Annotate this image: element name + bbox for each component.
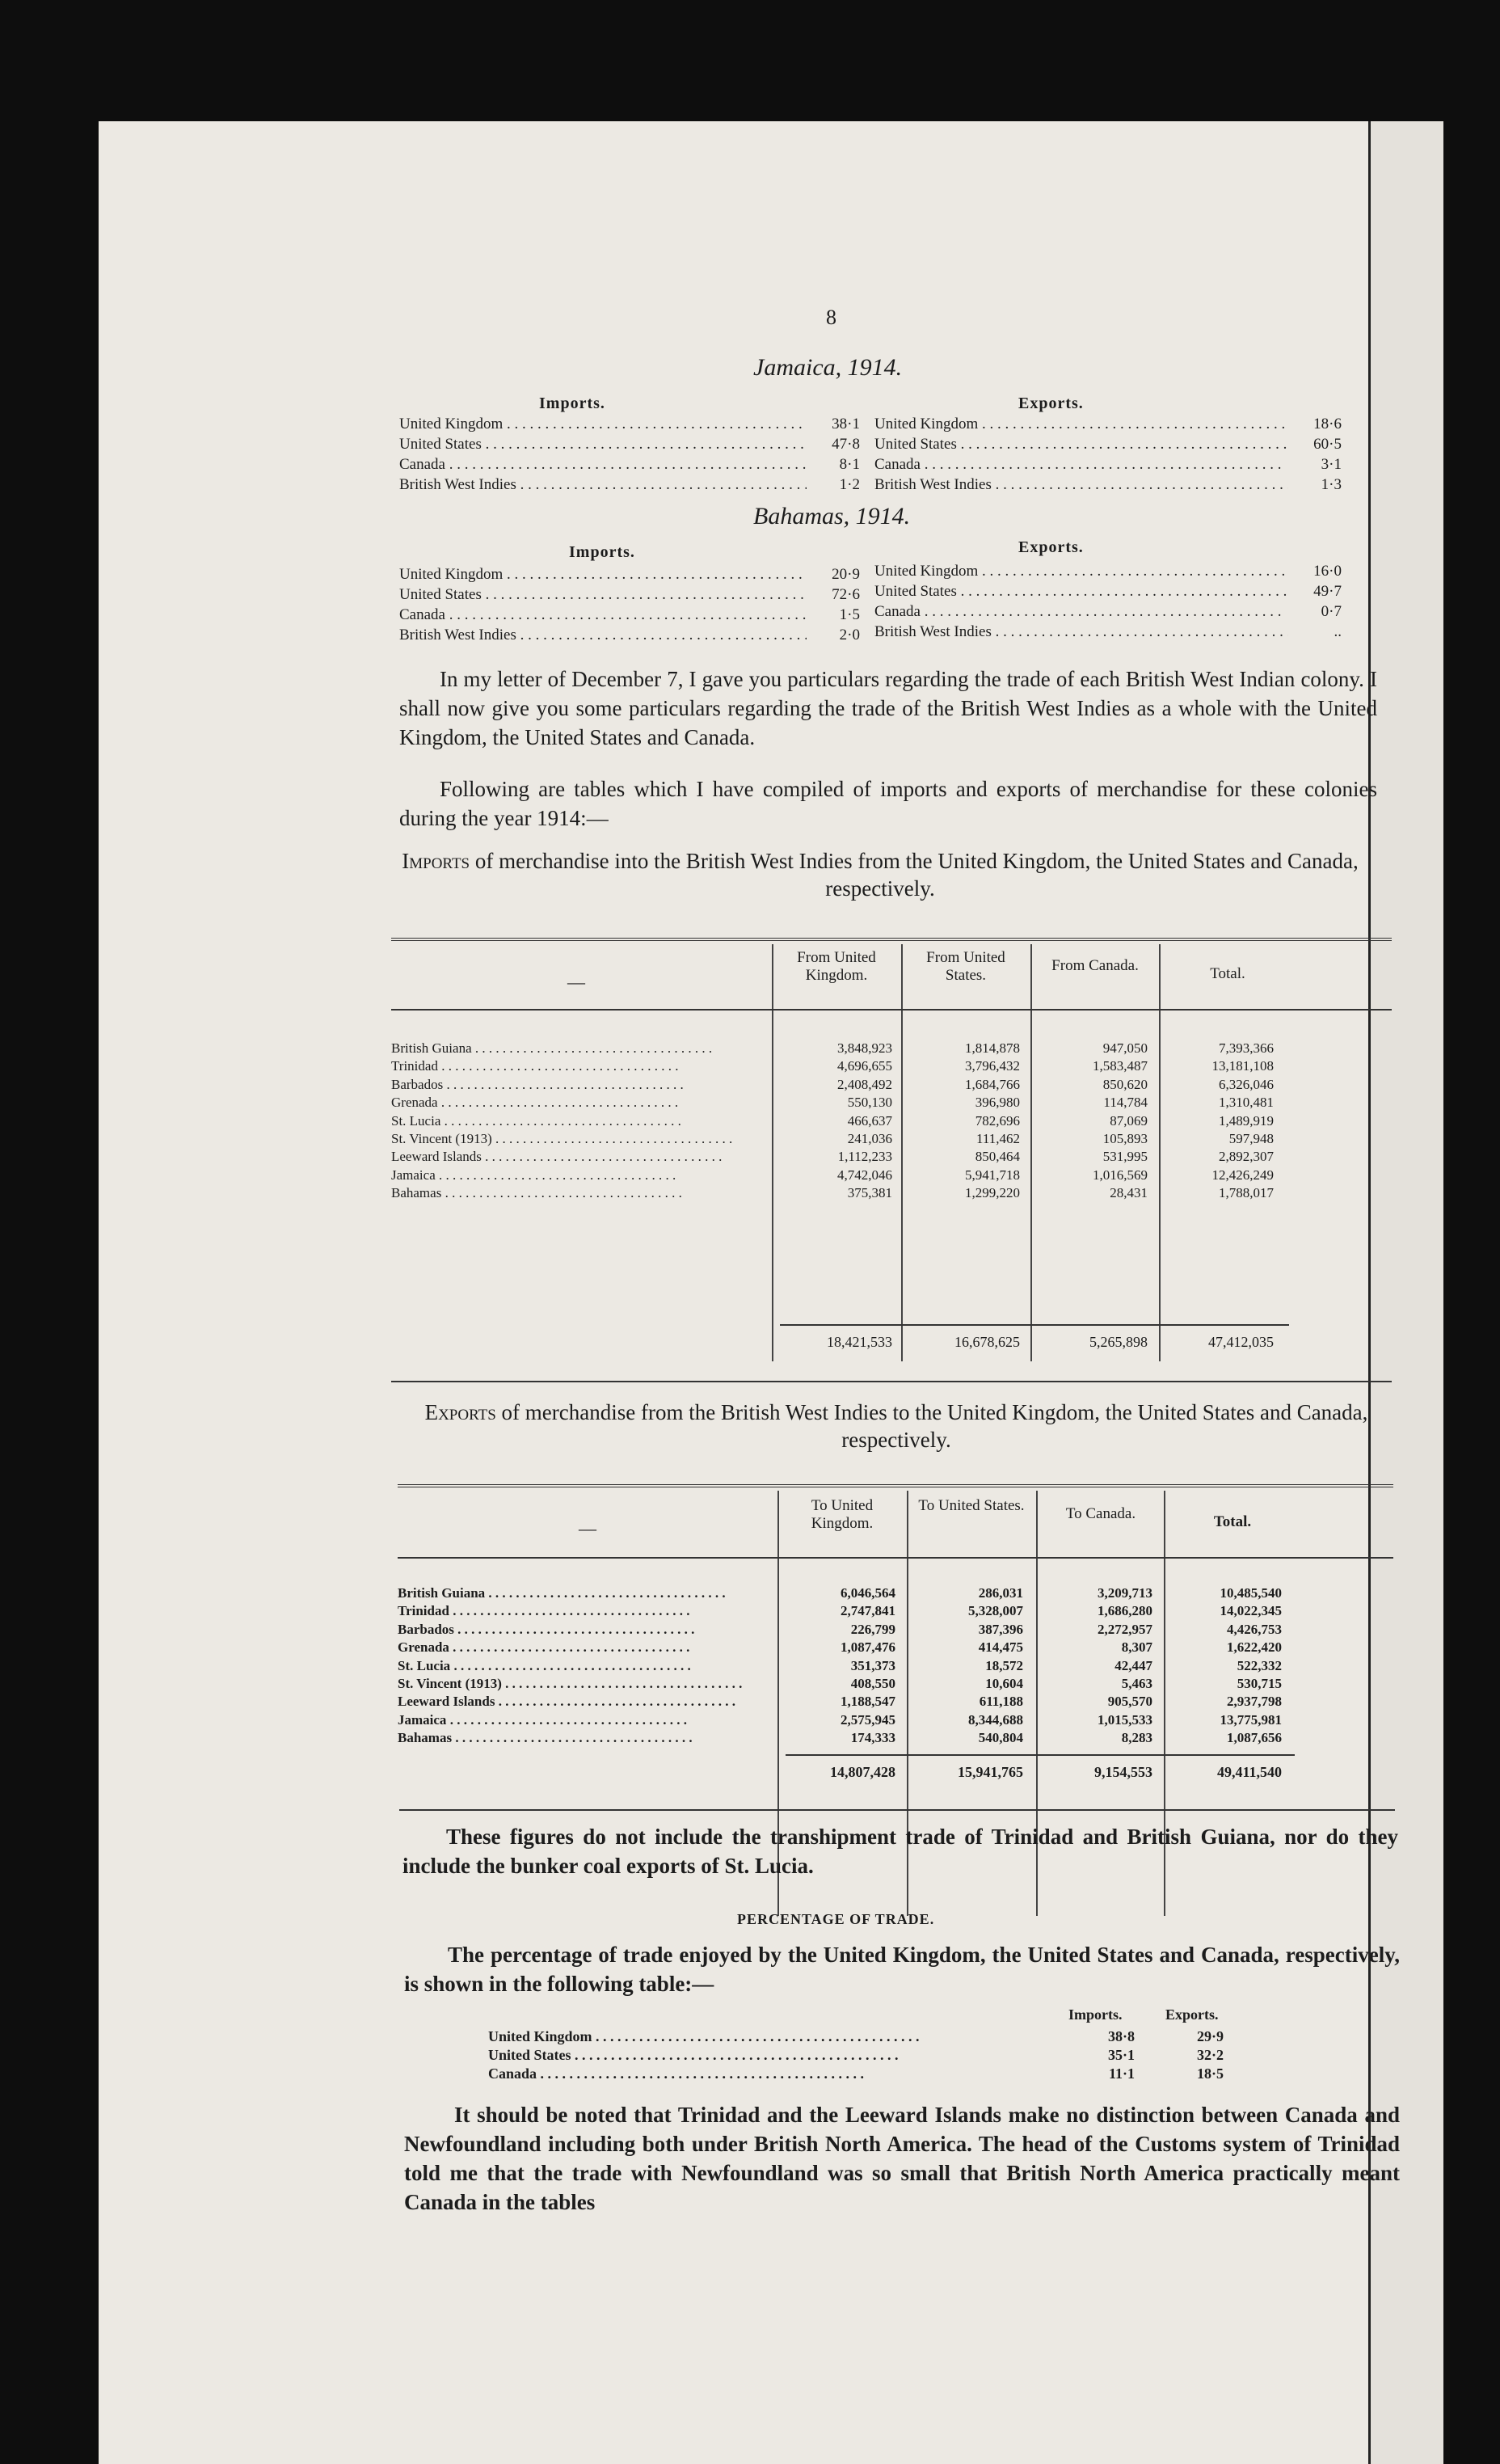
- bahamas-imports-heading: Imports.: [569, 543, 635, 561]
- list-item: United States . . . 60·5: [874, 434, 1342, 454]
- exports-totals-rule: [786, 1754, 1295, 1756]
- imports-table-body: [391, 1040, 1274, 1203]
- page-number: 8: [826, 306, 836, 329]
- paragraph-newfoundland-note: It should be noted that Trinidad and the Leeward Islands make no distinction between Canada and Newfoundland including both under British North America. The head of the Customs system of Trinidad told me that the trade with Newfoundland was so small that British North America practically meant Canada in the tables: [404, 2103, 1400, 2214]
- imports-totals-row: 18,421,533 16,678,625 5,265,898 47,412,035: [827, 1334, 1274, 1350]
- table-row: United Kingdom . . . 38·8 29·9: [488, 2027, 1224, 2046]
- percentage-imports-heading: Imports.: [1068, 2006, 1123, 2023]
- bahamas-exports-list: [874, 561, 1342, 642]
- exports-totals-row: 14,807,428 15,941,765 9,154,553 49,411,540: [830, 1764, 1282, 1780]
- exports-header-uk: To United Kingdom.: [811, 1497, 874, 1532]
- table-row: St. Lucia . . . 466,637 782,696 87,069 1,489,919: [391, 1112, 1274, 1130]
- imports-header-total: Total.: [1210, 965, 1245, 982]
- imports-header-rule: [391, 1009, 1392, 1010]
- bahamas-exports-heading: Exports.: [1018, 538, 1084, 556]
- bahamas-title: Bahamas, 1914.: [753, 503, 911, 530]
- table-row: Barbados . . . 226,799 387,396 2,272,957 4,426,753: [398, 1621, 1282, 1639]
- table-row: Bahamas . . . 375,381 1,299,220 28,431 1,788,017: [391, 1184, 1274, 1202]
- jamaica-title: Jamaica, 1914.: [753, 354, 903, 381]
- table-row: Leeward Islands . . . 1,112,233 850,464 531,995 2,892,307: [391, 1148, 1274, 1166]
- table-row: Leeward Islands . . . 1,188,547 611,188 905,570 2,937,798: [398, 1693, 1282, 1711]
- imports-header-canada: From Canada.: [1051, 957, 1139, 974]
- imports-header-us: From United States.: [926, 949, 1005, 984]
- percentage-heading: PERCENTAGE OF TRADE.: [737, 1911, 935, 1927]
- exports-table-body: [398, 1584, 1282, 1748]
- list-item: Canada . . . 8·1: [399, 454, 860, 475]
- exports-header-rule: [398, 1557, 1393, 1559]
- table-row: United States . . . 35·1 32·2: [488, 2046, 1224, 2065]
- jamaica-exports-list: [874, 414, 1342, 495]
- table-row: Canada . . . 11·1 18·5: [488, 2065, 1224, 2083]
- list-item: United States . . . 49·7: [874, 581, 1342, 601]
- exports-table-bottom-rule: [399, 1809, 1395, 1811]
- document-page: [99, 121, 1443, 2464]
- table-row: Grenada . . . 1,087,476 414,475 8,307 1,622,420: [398, 1639, 1282, 1656]
- table-row: St. Lucia . . . 351,373 18,572 42,447 522,332: [398, 1657, 1282, 1675]
- imports-table-bottom-rule: [391, 1381, 1392, 1382]
- list-item: United Kingdom . . . 18·6: [874, 414, 1342, 434]
- imports-table-caption: Imports of merchandise into the British West Indies from the United Kingdom, the United States and Canada, respectively.: [402, 849, 1359, 901]
- jamaica-exports-heading: Exports.: [1018, 394, 1084, 412]
- exports-table-caption: Exports of merchandise from the British West Indies to the United Kingdom, the United States and Canada, respectively.: [424, 1400, 1368, 1452]
- exports-header-canada: To Canada.: [1065, 1505, 1136, 1522]
- exports-header-us: To United States.: [918, 1497, 1025, 1514]
- table-row: Grenada . . . 550,130 396,980 114,784 1,310,481: [391, 1094, 1274, 1112]
- list-item: United Kingdom . . . 16·0: [874, 561, 1342, 581]
- jamaica-imports-list: [399, 414, 860, 495]
- list-item: Canada . . . 1·5: [399, 605, 860, 625]
- list-item: British West Indies . . . 2·0: [399, 625, 860, 645]
- table-row: St. Vincent (1913) . . . 241,036 111,462 105,893 597,948: [391, 1130, 1274, 1148]
- imports-header-dash: —: [567, 972, 585, 992]
- percentage-table: [488, 2027, 1224, 2083]
- percentage-exports-heading: Exports.: [1165, 2006, 1219, 2023]
- paragraph-intro: In my letter of December 7, I gave you particulars regarding the trade of each British West Indian colony. I shall now give you some particulars regarding the trade of the British West Indies as a whole with the United Kingdom, the United States and Canada.: [399, 667, 1377, 749]
- exports-header-dash: —: [579, 1518, 596, 1538]
- list-item: United States . . . 72·6: [399, 584, 860, 605]
- paragraph-transhipment-note: These figures do not include the transhipment trade of Trinidad and British Guiana, nor do they include the bunker coal exports of St. Lucia.: [402, 1825, 1398, 1878]
- exports-table-top-rule: [398, 1484, 1393, 1491]
- list-item: Canada . . . 3·1: [874, 454, 1342, 475]
- list-item: British West Indies . . . 1·2: [399, 475, 860, 495]
- table-row: Trinidad . . . 2,747,841 5,328,007 1,686,280 14,022,345: [398, 1602, 1282, 1620]
- table-row: British Guiana . . . 6,046,564 286,031 3,209,713 10,485,540: [398, 1584, 1282, 1602]
- list-item: British West Indies . . . ..: [874, 622, 1342, 642]
- table-row: Barbados . . . 2,408,492 1,684,766 850,620 6,326,046: [391, 1076, 1274, 1094]
- list-item: British West Indies . . . 1·3: [874, 475, 1342, 495]
- table-row: Bahamas . . . 174,333 540,804 8,283 1,087,656: [398, 1729, 1282, 1747]
- paragraph-tables-intro: Following are tables which I have compiled of imports and exports of merchandise for these colonies during the year 1914:—: [399, 777, 1377, 830]
- table-row: Jamaica . . . 4,742,046 5,941,718 1,016,569 12,426,249: [391, 1167, 1274, 1184]
- imports-table-top-rule: [391, 938, 1392, 944]
- table-row: St. Vincent (1913) . . . 408,550 10,604 5,463 530,715: [398, 1675, 1282, 1693]
- list-item: Canada . . . 0·7: [874, 601, 1342, 622]
- jamaica-imports-heading: Imports.: [539, 394, 605, 412]
- imports-header-uk: From United Kingdom.: [797, 949, 876, 984]
- table-row: Jamaica . . . 2,575,945 8,344,688 1,015,533 13,775,981: [398, 1711, 1282, 1729]
- paragraph-percentage-intro: The percentage of trade enjoyed by the United Kingdom, the United States and Canada, respectively, is shown in the following table:—: [404, 1943, 1400, 1996]
- list-item: United Kingdom . . . 20·9: [399, 564, 860, 584]
- table-row: Trinidad . . . 4,696,655 3,796,432 1,583,487 13,181,108: [391, 1057, 1274, 1075]
- exports-header-total: Total.: [1213, 1513, 1252, 1530]
- list-item: United Kingdom . . . 38·1: [399, 414, 860, 434]
- list-item: United States . . . 47·8: [399, 434, 860, 454]
- imports-totals-rule: [780, 1324, 1289, 1326]
- bahamas-imports-list: [399, 564, 860, 645]
- table-row: British Guiana . . . 3,848,923 1,814,878 947,050 7,393,366: [391, 1040, 1274, 1057]
